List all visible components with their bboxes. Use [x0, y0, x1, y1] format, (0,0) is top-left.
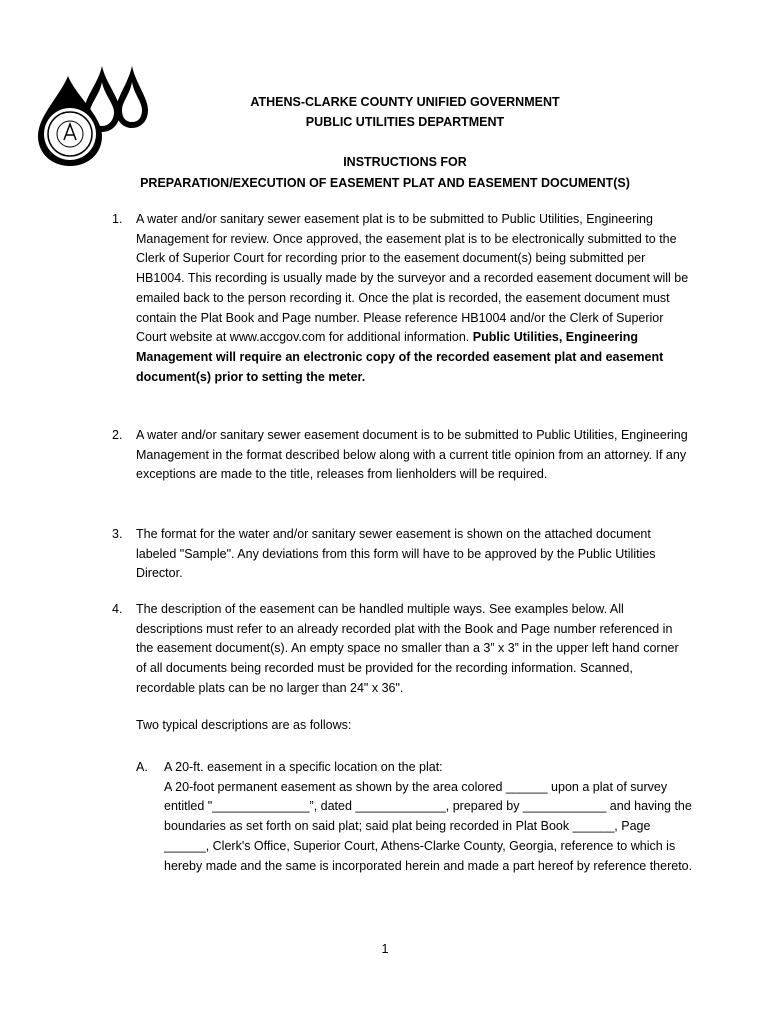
instructions-subtitle: PREPARATION/EXECUTION OF EASEMENT PLAT AND EASEMENT DOCUMENT(S) [140, 176, 630, 190]
list-body: A water and/or sanitary sewer easement plat is to be submitted to Public Utilities, Engineering Management for review. Once approved, the easement plat is to be electronically submitted to the Clerk of Superior Court for recording prior to the easement document(s) being submitted per HB1004. This recording is usually made by the surveyor and a recorded easement document will be emailed back to the person recording it. Once the plat is recorded, the easement document must contain the Plat Book and Page number. Please reference HB1004 and/or the Clerk of Superior Court website at www.accgov.com for additional information. [136, 212, 689, 345]
list-item-2 [112, 426, 692, 485]
list-text: The format for the water and/or sanitary sewer easement is shown on the attached document labeled "Sample". Any deviations from this form will have to be approved by the Public Utilities Director. [136, 527, 656, 581]
list-item-1 [112, 210, 692, 387]
typical-descriptions-intro: Two typical descriptions are as follows: [136, 718, 352, 732]
org-heading: ATHENS-CLARKE COUNTY UNIFIED GOVERNMENT [250, 95, 560, 109]
water-drops-seal-logo [36, 62, 154, 166]
list-number: 1. [112, 212, 123, 226]
list-number: 2. [112, 428, 123, 442]
list-text: A water and/or sanitary sewer easement document is to be submitted to Public Utilities, Engineering Management in the format described below along with a current title opinion from an attorney. If any exceptions are made to the title, releases from lienholders will be required. [136, 428, 688, 482]
list-text: The description of the easement can be handled multiple ways. See examples below. All descriptions must refer to an already recorded plat with the Book and Page number referenced in the easement document(s). An empty space no smaller than a 3” x 3” in the upper left hand corner of all documents being recorded must be provided for the recording information. Scanned, recordable plats can be no larger than 24" x 36". [136, 602, 679, 695]
list-item-4 [112, 600, 692, 699]
list-number: 3. [112, 527, 123, 541]
instructions-title: INSTRUCTIONS FOR [343, 155, 467, 169]
description-a [136, 758, 696, 876]
list-item-3 [112, 525, 692, 584]
list-bold-text: Public Utilities, Engineering Management will require an electronic copy of the recorded easement plat and easement document(s) prior to setting the meter. [136, 330, 664, 384]
list-text [136, 210, 692, 387]
description-letter: A. [136, 760, 148, 774]
page-number: 1 [381, 942, 389, 956]
description-text: A 20-foot permanent easement as shown by the area colored ______ upon a plat of survey entitled "______________”, dated _____________, prepared by ____________ and having the boundaries as set forth on said plat; said plat being recorded in Plat Book ______, Page ______, Clerk's Office, Superior Court, Athens-Clarke County, Georgia, reference to which is hereby made and the same is incorporated herein and made a part hereof by reference thereto. [164, 779, 693, 873]
description-heading: A 20-ft. easement in a specific location on the plat: [164, 760, 443, 774]
department-heading: PUBLIC UTILITIES DEPARTMENT [305, 115, 505, 129]
list-number: 4. [112, 602, 123, 616]
